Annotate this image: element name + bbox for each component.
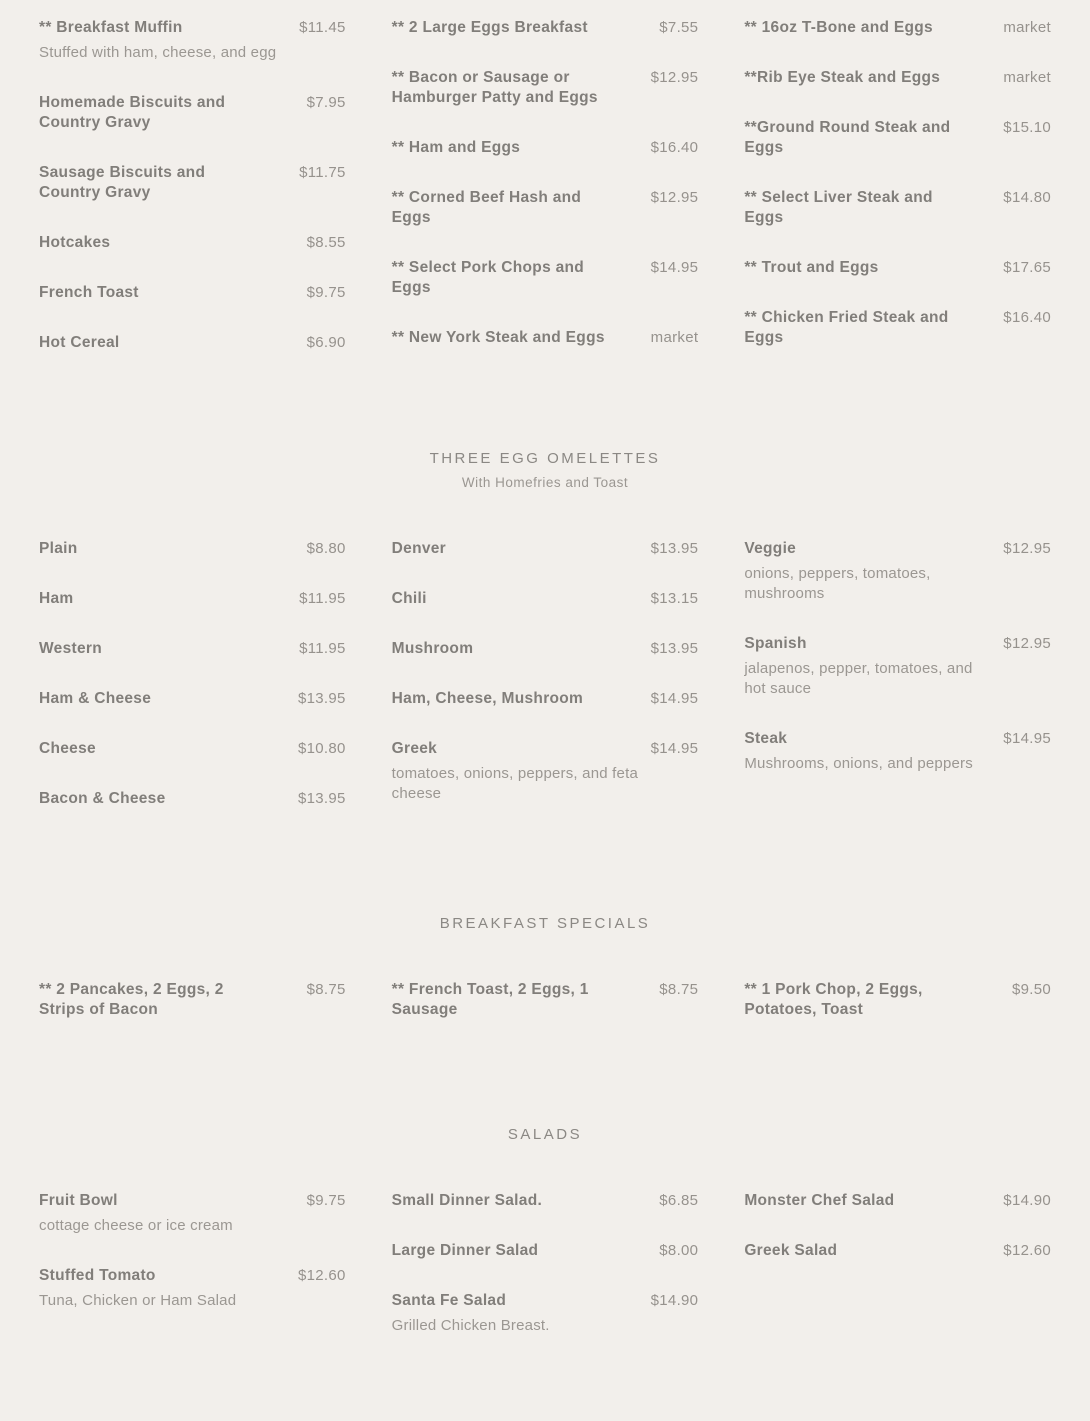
item-price: market xyxy=(1003,19,1051,36)
menu-item-row xyxy=(392,328,699,348)
menu-item-row xyxy=(39,539,346,559)
item-price: $12.95 xyxy=(650,69,699,86)
item-price: $6.85 xyxy=(659,1192,699,1209)
menu-column xyxy=(744,980,1051,1050)
menu-item-row xyxy=(744,258,1051,278)
menu-item-row xyxy=(39,789,346,809)
section-header xyxy=(39,914,1051,934)
item-price: $14.80 xyxy=(1003,189,1051,206)
menu-item-row xyxy=(392,68,699,108)
menu-item-row xyxy=(39,980,346,1020)
item-name: Monster Chef Salad xyxy=(744,1192,895,1209)
menu-item xyxy=(744,258,1051,278)
menu-item-row xyxy=(744,980,1051,1020)
item-name: Ham & Cheese xyxy=(39,690,152,707)
menu-item-row xyxy=(39,739,346,759)
item-name: Ham, Cheese, Mushroom xyxy=(391,690,584,707)
menu-item xyxy=(744,1241,1051,1261)
menu-item xyxy=(392,1291,699,1336)
menu-item xyxy=(39,333,346,353)
item-price: $12.95 xyxy=(650,189,699,206)
item-price: $11.75 xyxy=(299,164,346,181)
menu-item xyxy=(39,93,346,133)
item-description: jalapenos, pepper, tomatoes, and hot sauce xyxy=(744,660,973,697)
menu-item xyxy=(744,18,1051,38)
menu-item xyxy=(392,188,699,228)
item-price: $12.95 xyxy=(1003,635,1051,652)
item-name: ** New York Steak and Eggs xyxy=(391,329,605,346)
menu-column xyxy=(39,1191,346,1366)
item-name: **Rib Eye Steak and Eggs xyxy=(744,69,941,86)
menu-item xyxy=(744,188,1051,228)
item-price: $14.90 xyxy=(1003,1192,1051,1209)
menu-item-row xyxy=(744,188,1051,228)
menu-item xyxy=(39,639,346,659)
item-price: $8.75 xyxy=(306,981,346,998)
item-name: Chili xyxy=(391,590,427,607)
menu-item xyxy=(392,639,699,659)
menu-item-row xyxy=(744,1191,1051,1211)
item-name: ** Trout and Eggs xyxy=(744,259,879,276)
item-price: $13.95 xyxy=(650,640,699,657)
menu-item-row xyxy=(392,258,699,298)
item-price: $8.00 xyxy=(659,1242,699,1259)
item-description: Tuna, Chicken or Ham Salad xyxy=(39,1292,237,1309)
item-name: Sausage Biscuits and Country Gravy xyxy=(39,164,206,201)
item-price: $14.95 xyxy=(650,740,699,757)
menu-item xyxy=(39,589,346,609)
menu-item-row xyxy=(39,689,346,709)
menu-item-row xyxy=(392,739,699,759)
item-name: ** Select Liver Steak and Eggs xyxy=(744,189,933,226)
item-price: $11.95 xyxy=(299,640,346,657)
menu-item-row xyxy=(744,68,1051,88)
menu-item xyxy=(392,68,699,108)
item-name: Santa Fe Salad xyxy=(391,1292,507,1309)
menu-item-row xyxy=(39,163,346,203)
item-price: $16.40 xyxy=(1003,309,1051,326)
menu-item xyxy=(392,689,699,709)
item-name: Mushroom xyxy=(391,640,474,657)
item-price: $12.95 xyxy=(1003,540,1051,557)
item-description: Grilled Chicken Breast. xyxy=(391,1317,550,1334)
item-price: $12.60 xyxy=(297,1267,346,1284)
item-name: ** Ham and Eggs xyxy=(391,139,521,156)
item-price: $13.95 xyxy=(650,540,699,557)
menu-item-row xyxy=(744,729,1051,749)
menu-item xyxy=(39,163,346,203)
menu-item-row xyxy=(392,980,699,1020)
menu-column xyxy=(392,980,699,1050)
menu-item-row xyxy=(392,689,699,709)
item-name: Greek xyxy=(391,740,438,757)
item-name: **Ground Round Steak and Eggs xyxy=(744,119,951,156)
item-name: Steak xyxy=(744,730,788,747)
menu-section-columns xyxy=(39,980,1051,1050)
item-price: $11.45 xyxy=(299,19,346,36)
item-name: Greek Salad xyxy=(744,1242,838,1259)
menu-item xyxy=(392,328,699,348)
item-price: $9.75 xyxy=(306,284,346,301)
menu-item-row xyxy=(744,118,1051,158)
menu-item xyxy=(39,1191,346,1236)
menu-column xyxy=(39,980,346,1050)
item-name: Western xyxy=(39,640,102,657)
item-name: Small Dinner Salad. xyxy=(391,1192,543,1209)
menu-item-row xyxy=(392,188,699,228)
menu-item-row xyxy=(39,283,346,303)
menu-item-row xyxy=(39,589,346,609)
menu-item-row xyxy=(39,93,346,133)
menu-item xyxy=(39,789,346,809)
item-name: Homemade Biscuits and Country Gravy xyxy=(39,94,226,131)
menu-column xyxy=(392,1191,699,1366)
menu-item xyxy=(39,233,346,253)
menu-item-row xyxy=(744,18,1051,38)
item-name: Cheese xyxy=(39,740,96,757)
section-header xyxy=(39,449,1051,493)
item-description: onions, peppers, tomatoes, mushrooms xyxy=(744,565,931,602)
menu-column xyxy=(744,539,1051,839)
item-price: $14.95 xyxy=(650,690,699,707)
item-name: Hotcakes xyxy=(39,234,111,251)
item-name: French Toast xyxy=(39,284,139,301)
menu-item-row xyxy=(744,308,1051,348)
menu-item-row xyxy=(392,639,699,659)
menu-item-row xyxy=(392,1291,699,1311)
item-price: $16.40 xyxy=(650,139,699,156)
item-name: ** 2 Pancakes, 2 Eggs, 2 Strips of Bacon xyxy=(39,981,224,1018)
item-name: ** Breakfast Muffin xyxy=(39,19,183,36)
section-title: BREAKFAST SPECIALS xyxy=(439,915,651,932)
menu-item xyxy=(392,258,699,298)
item-name: Spanish xyxy=(744,635,807,652)
item-price: $9.50 xyxy=(1011,981,1051,998)
menu-item xyxy=(392,589,699,609)
menu-section-columns xyxy=(39,539,1051,839)
item-name: Plain xyxy=(39,540,78,557)
item-description: Mushrooms, onions, and peppers xyxy=(744,755,973,772)
menu-item-row xyxy=(744,1241,1051,1261)
item-name: ** Chicken Fried Steak and Eggs xyxy=(744,309,949,346)
menu-column xyxy=(744,18,1051,383)
item-name: Denver xyxy=(391,540,447,557)
menu-item-row xyxy=(392,539,699,559)
menu-item xyxy=(744,68,1051,88)
item-price: $7.95 xyxy=(306,94,346,111)
menu-column xyxy=(392,539,699,839)
menu-item xyxy=(39,283,346,303)
menu-item-row xyxy=(392,589,699,609)
item-name: ** French Toast, 2 Eggs, 1 Sausage xyxy=(391,981,589,1018)
item-price: $8.55 xyxy=(306,234,346,251)
menu-section-columns xyxy=(39,1191,1051,1366)
item-price: $8.75 xyxy=(659,981,699,998)
menu-item xyxy=(39,689,346,709)
menu-item-row xyxy=(392,138,699,158)
item-name: ** Select Pork Chops and Eggs xyxy=(391,259,585,296)
item-name: ** 16oz T-Bone and Eggs xyxy=(744,19,933,36)
item-name: Hot Cereal xyxy=(39,334,120,351)
menu-item-row xyxy=(39,333,346,353)
menu-item xyxy=(744,539,1051,604)
menu-item xyxy=(39,539,346,559)
menu-item xyxy=(392,138,699,158)
menu-item xyxy=(392,539,699,559)
menu-item xyxy=(39,980,346,1020)
menu-item xyxy=(392,1241,699,1261)
item-name: Fruit Bowl xyxy=(39,1192,118,1209)
menu-item xyxy=(744,1191,1051,1211)
item-price: $9.75 xyxy=(306,1192,346,1209)
item-price: $14.90 xyxy=(650,1292,699,1309)
item-price: market xyxy=(1003,69,1051,86)
menu-item-row xyxy=(39,1266,346,1286)
item-price: $13.95 xyxy=(297,690,346,707)
menu-column xyxy=(392,18,699,383)
item-name: Large Dinner Salad xyxy=(391,1242,539,1259)
menu-item-row xyxy=(39,639,346,659)
item-price: $14.95 xyxy=(650,259,699,276)
menu-item xyxy=(392,980,699,1020)
item-name: ** 2 Large Eggs Breakfast xyxy=(391,19,588,36)
item-price: $13.15 xyxy=(650,590,699,607)
item-price: $15.10 xyxy=(1003,119,1051,136)
item-price: $17.65 xyxy=(1003,259,1051,276)
menu-item-row xyxy=(39,18,346,38)
item-price: $10.80 xyxy=(297,740,346,757)
menu-item xyxy=(744,308,1051,348)
menu-item xyxy=(392,18,699,38)
item-price: $12.60 xyxy=(1003,1242,1051,1259)
item-price: $8.80 xyxy=(306,540,346,557)
menu-item-row xyxy=(744,634,1051,654)
item-description: cottage cheese or ice cream xyxy=(39,1217,233,1234)
item-price: $7.55 xyxy=(659,19,699,36)
item-name: Stuffed Tomato xyxy=(39,1267,156,1284)
section-subtitle: With Homefries and Toast xyxy=(461,475,629,490)
section-header xyxy=(39,1125,1051,1145)
menu-item-row xyxy=(39,1191,346,1211)
menu-column xyxy=(39,539,346,839)
menu-item xyxy=(392,1191,699,1211)
menu-item xyxy=(39,18,346,63)
item-price: market xyxy=(650,329,699,346)
item-name: Bacon & Cheese xyxy=(39,790,166,807)
menu-column xyxy=(744,1191,1051,1366)
item-price: $13.95 xyxy=(297,790,346,807)
item-name: Ham xyxy=(39,590,74,607)
menu-item-row xyxy=(392,18,699,38)
item-name: ** Corned Beef Hash and Eggs xyxy=(391,189,582,226)
menu-item-row xyxy=(39,233,346,253)
menu-item-row xyxy=(392,1191,699,1211)
item-description: tomatoes, onions, peppers, and feta cheese xyxy=(391,765,638,802)
menu-column xyxy=(39,18,346,383)
section-title: THREE EGG OMELETTES xyxy=(429,450,661,467)
menu-item xyxy=(392,739,699,804)
menu-section-columns xyxy=(39,18,1051,383)
item-price: $14.95 xyxy=(1003,730,1051,747)
item-name: ** Bacon or Sausage or Hamburger Patty and Eggs xyxy=(391,69,598,106)
item-price: $11.95 xyxy=(299,590,346,607)
item-description: Stuffed with ham, cheese, and egg xyxy=(39,44,277,61)
menu-item-row xyxy=(744,539,1051,559)
menu-item xyxy=(744,118,1051,158)
menu-item xyxy=(39,739,346,759)
menu-item xyxy=(744,729,1051,774)
item-price: $6.90 xyxy=(306,334,346,351)
menu-item xyxy=(744,634,1051,699)
section-title: SALADS xyxy=(507,1126,583,1143)
item-name: ** 1 Pork Chop, 2 Eggs, Potatoes, Toast xyxy=(744,981,923,1018)
item-name: Veggie xyxy=(744,540,797,557)
menu-item xyxy=(744,980,1051,1020)
menu-item-row xyxy=(392,1241,699,1261)
menu-item xyxy=(39,1266,346,1311)
